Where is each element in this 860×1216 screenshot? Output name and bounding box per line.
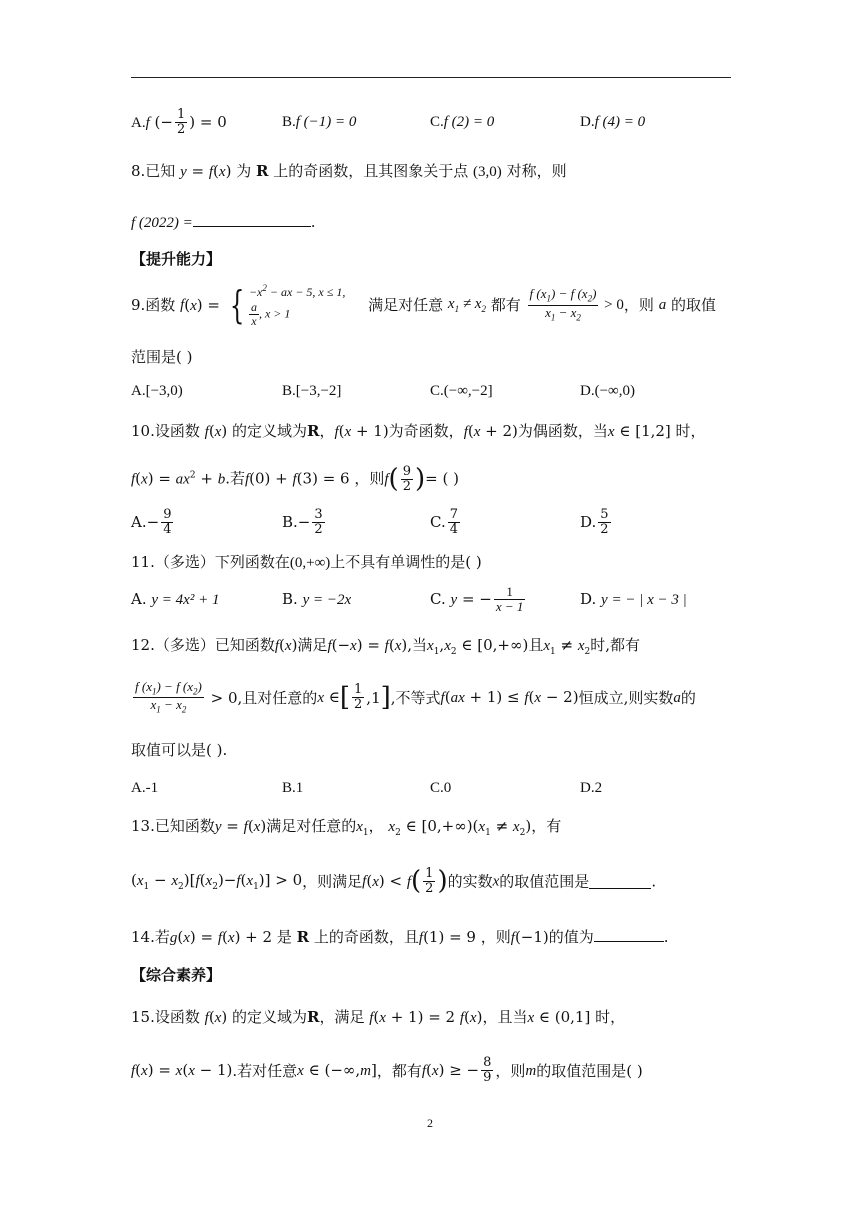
section-improve-heading: 【提升能力】 xyxy=(131,250,222,268)
q10-option-c: C. $\frac{7}{4}$ xyxy=(430,507,458,538)
q12-option-c: C.0 xyxy=(430,780,452,796)
q9-option-b: B.[−3,−2] xyxy=(282,383,342,399)
q8-line2: f (2022) = . xyxy=(131,213,316,231)
q9-option-d: D.(−∞,0) xyxy=(580,383,635,399)
section-composite-heading: 【综合素养】 xyxy=(131,966,222,984)
q13-line2: $(x_1 - x_2)[f(x_2)-f(x_1)] > 0$，则满足f(x) < f( $\frac{1}{2}$ )的实数x的取值范围是 . xyxy=(131,865,657,897)
q12-line2: $\frac{f (x_1) - f (x_2)}{x_1 - x_2}$ > 0,且对任意的x ∈[ $\frac{1}{2}$ ,1],不等式f(ax + 1) ≤ f(x − 2)恒成立,则实数a的 xyxy=(135,679,696,716)
q15-line2: f(x) = x(x − 1).若对任意x ∈ (−∞,m]，都有f(x) ≥ − $\frac{8}{9}$ ，则m的取值范围是( ) xyxy=(131,1055,643,1086)
q11-line1: 11.（多选）下列函数在(0,+∞)上不具有单调性的是( ) xyxy=(131,553,482,571)
q10-option-b: B.− $\frac{3}{2}$ xyxy=(282,507,323,538)
q9-option-c: C.(−∞,−2] xyxy=(430,383,493,399)
q7-option-c: C.f (2) = 0 xyxy=(430,114,495,130)
q10-option-a: A.− $\frac{9}{4}$ xyxy=(131,507,172,538)
q11-option-c: C. y = − $\frac{1}{x - 1}$ xyxy=(430,584,524,615)
q10-line1: 10.设函数 f(x) 的定义域为R，f(x + 1)为奇函数，f(x + 2)为偶函数，当x ∈ [1,2] 时， xyxy=(131,422,706,440)
q7-option-a: A.f (− $\frac{1}{2}$ ) = 0 xyxy=(131,107,227,138)
q11-option-b: B. y = −2x xyxy=(282,590,352,608)
q11-option-a: A. y = 4x² + 1 xyxy=(131,590,220,608)
q11-option-d: D. y = − | x − 3 | xyxy=(580,590,687,608)
q12-line1: 12.（多选）已知函数f(x)满足f(−x) = f(x),当$x_1,x_2$ ∈ [0,+∞)且$x_1 \ne x_2$时,都有 xyxy=(131,636,641,657)
q10-line2: $f(x) = ax^2 + b$.若f(0) + f(3) = 6 ，则f( $\frac{9}{2}$ )= ( ) xyxy=(131,463,459,495)
q12-line3: 取值可以是( ). xyxy=(131,741,228,759)
q12-option-a: A.-1 xyxy=(131,780,159,796)
q9-line1: 9.函数 f(x) = { $-x^2$ − ax − 5, x ≤ 1, $\frac{a}{x}$ , x > 1 满足对任意 $x_1 \ne x_2$ 都有 $\frac{f (x_1) - f (x_2)}{x_1 - x_2}$ > 0，则 a 的取值 xyxy=(131,283,716,329)
page-number: 2 xyxy=(427,1116,433,1130)
q10-option-d: D. $\frac{5}{2}$ xyxy=(580,507,609,538)
q12-option-b: B.1 xyxy=(282,780,304,796)
q15-line1: 15.设函数 f(x) 的定义域为R，满足 f(x + 1) = 2 f(x)，且当x ∈ (0,1] 时， xyxy=(131,1008,626,1026)
q14-line1: 14.若g(x) = f(x) + 2 是 R 上的奇函数，且f(1) = 9 ，则f(−1)的值为 . xyxy=(131,928,669,946)
header-rule xyxy=(131,77,731,78)
q9-option-a: A.[−3,0) xyxy=(131,383,183,399)
q12-option-d: D.2 xyxy=(580,780,603,796)
q7-option-d: D.f (4) = 0 xyxy=(580,114,646,130)
q13-line1: 13.已知函数y = f(x)满足对任意的$x_1$， $x_2$ ∈ $[0,+\infty)(x_1 \ne x_2)$，有 xyxy=(131,817,562,838)
q9-line2: 范围是( ) xyxy=(131,348,193,366)
q8-line1: 8.已知 y = f(x) 为 R 上的奇函数，且其图象关于点 (3,0) 对称，则 xyxy=(131,162,567,180)
q7-option-b: B.f (−1) = 0 xyxy=(282,114,357,130)
